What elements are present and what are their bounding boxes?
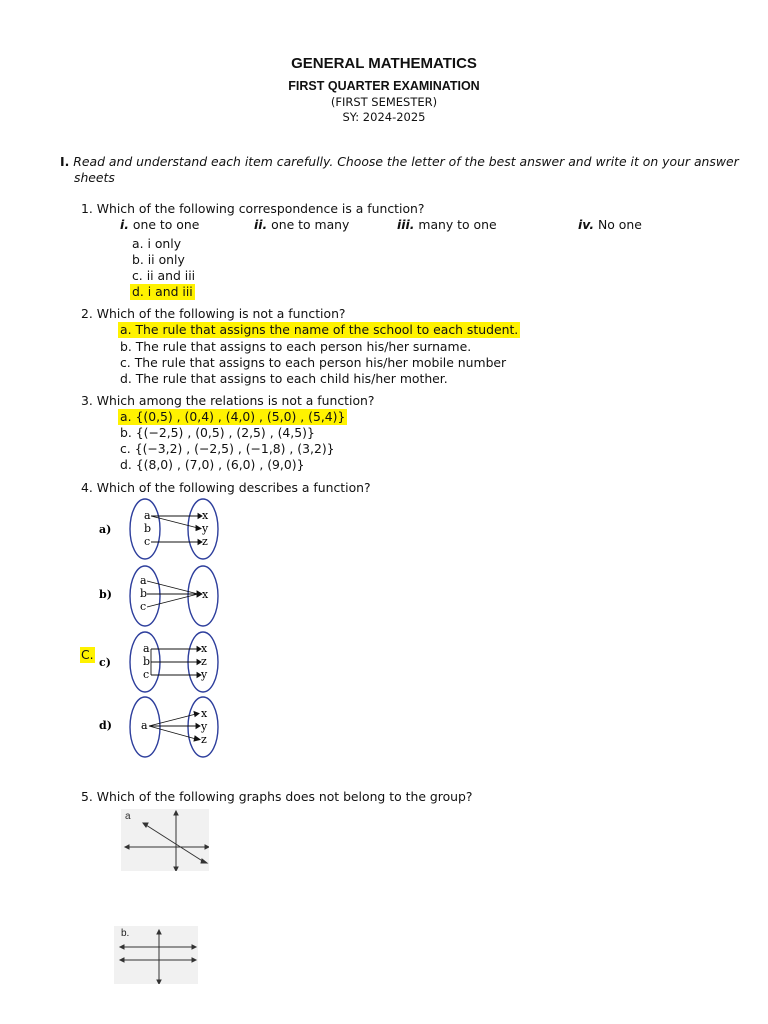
school-year: SY: 2024-2025 bbox=[342, 110, 426, 124]
q4-question: 4. Which of the following describes a function? bbox=[81, 480, 371, 495]
q3-question: 3. Which among the relations is not a function? bbox=[81, 393, 375, 408]
range-element: x bbox=[202, 509, 209, 522]
diagram-label: a) bbox=[99, 523, 112, 536]
range-element: x bbox=[202, 588, 209, 601]
graph-b-plot bbox=[114, 926, 198, 984]
graph-a-plot bbox=[121, 809, 209, 871]
range-element: x bbox=[201, 642, 208, 655]
diagram-label: c) bbox=[99, 656, 111, 669]
q1-choice-text: many to one bbox=[414, 217, 497, 232]
domain-element: b bbox=[143, 655, 151, 668]
mapping-diagram-c bbox=[95, 630, 225, 694]
graph-label: a bbox=[125, 811, 131, 822]
instructions bbox=[60, 154, 739, 170]
q2-question: 2. Which of the following is not a function? bbox=[81, 306, 346, 321]
q1-choice-num: iv. bbox=[578, 217, 595, 232]
q1-choice-i bbox=[120, 217, 199, 233]
mapping-arrows bbox=[147, 581, 202, 607]
domain-element: c bbox=[143, 668, 150, 681]
graph-b bbox=[114, 926, 198, 984]
mapping-diagram-a bbox=[95, 497, 225, 561]
range-element: z bbox=[201, 655, 207, 668]
q1-question: 1. Which of the following correspondence is a function? bbox=[81, 201, 425, 216]
q2-option-c: c. The rule that assigns to each person his/her mobile number bbox=[120, 355, 507, 370]
q3-option-c: c. {(−3,2) , (−2,5) , (−1,8) , (3,2)} bbox=[120, 441, 335, 456]
q3-option-b: b. {(−2,5) , (0,5) , (2,5) , (4,5)} bbox=[120, 425, 315, 440]
domain-element: c bbox=[140, 600, 147, 613]
q1-choice-iii bbox=[397, 217, 497, 233]
exam-title: GENERAL MATHEMATICS bbox=[291, 55, 477, 72]
q1-option-b: b. ii only bbox=[132, 252, 185, 267]
range-element: y bbox=[202, 522, 209, 535]
instructions-number: I. bbox=[60, 154, 70, 169]
q1-choice-text: one to many bbox=[267, 217, 350, 232]
q1-choice-iv bbox=[578, 217, 642, 233]
q3-option-d: d. {(8,0) , (7,0) , (6,0) , (9,0)} bbox=[120, 457, 305, 472]
instructions-text-2: sheets bbox=[74, 170, 115, 185]
diagram-label: d) bbox=[99, 719, 112, 732]
instructions-cont bbox=[74, 170, 115, 186]
domain-element: a bbox=[140, 574, 147, 587]
domain-element: c bbox=[144, 535, 151, 548]
mapping-diagram-b bbox=[95, 564, 225, 628]
range-element: y bbox=[201, 668, 208, 681]
q4-answer-marker: C. bbox=[81, 647, 94, 662]
q1-choice-text: No one bbox=[594, 217, 642, 232]
domain-element: a bbox=[143, 642, 150, 655]
diagram-label: b) bbox=[99, 588, 112, 601]
q1-choice-text: one to one bbox=[128, 217, 200, 232]
domain-element: a bbox=[141, 719, 148, 732]
mapping-arrows bbox=[149, 712, 200, 742]
mapping-diagram-d bbox=[95, 695, 225, 759]
domain-element: a bbox=[144, 509, 151, 522]
range-element: z bbox=[201, 733, 207, 746]
q1-choice-num: ii. bbox=[254, 217, 268, 232]
q1-choice-num: iii. bbox=[397, 217, 415, 232]
q2-option-d: d. The rule that assigns to each child his/her mother. bbox=[120, 371, 448, 386]
graph-label: b. bbox=[121, 928, 130, 939]
graph-a bbox=[121, 809, 209, 871]
q1-choice-ii bbox=[254, 217, 349, 233]
instructions-text: Read and understand each item carefully. Choose the letter of the best answer and write it on your answer bbox=[73, 154, 739, 169]
q2-option-b: b. The rule that assigns to each person his/her surname. bbox=[120, 339, 472, 354]
q5-question: 5. Which of the following graphs does not belong to the group? bbox=[81, 789, 473, 804]
q1-option-d-answer: d. i and iii bbox=[132, 284, 193, 299]
range-element: x bbox=[201, 707, 208, 720]
q1-option-a: a. i only bbox=[132, 236, 182, 251]
q3-option-a-answer: a. {(0,5) , (0,4) , (4,0) , (5,0) , (5,4)} bbox=[120, 409, 346, 424]
q2-option-a-answer: a. The rule that assigns the name of the school to each student. bbox=[120, 322, 519, 337]
range-element: y bbox=[201, 720, 208, 733]
domain-element: b bbox=[144, 522, 152, 535]
q1-option-c: c. ii and iii bbox=[132, 268, 196, 283]
range-element: z bbox=[202, 535, 208, 548]
exam-subtitle: FIRST QUARTER EXAMINATION bbox=[288, 79, 480, 93]
domain-element: b bbox=[140, 587, 148, 600]
q1-choice-num: i. bbox=[120, 217, 129, 232]
semester-label: (FIRST SEMESTER) bbox=[330, 95, 438, 109]
